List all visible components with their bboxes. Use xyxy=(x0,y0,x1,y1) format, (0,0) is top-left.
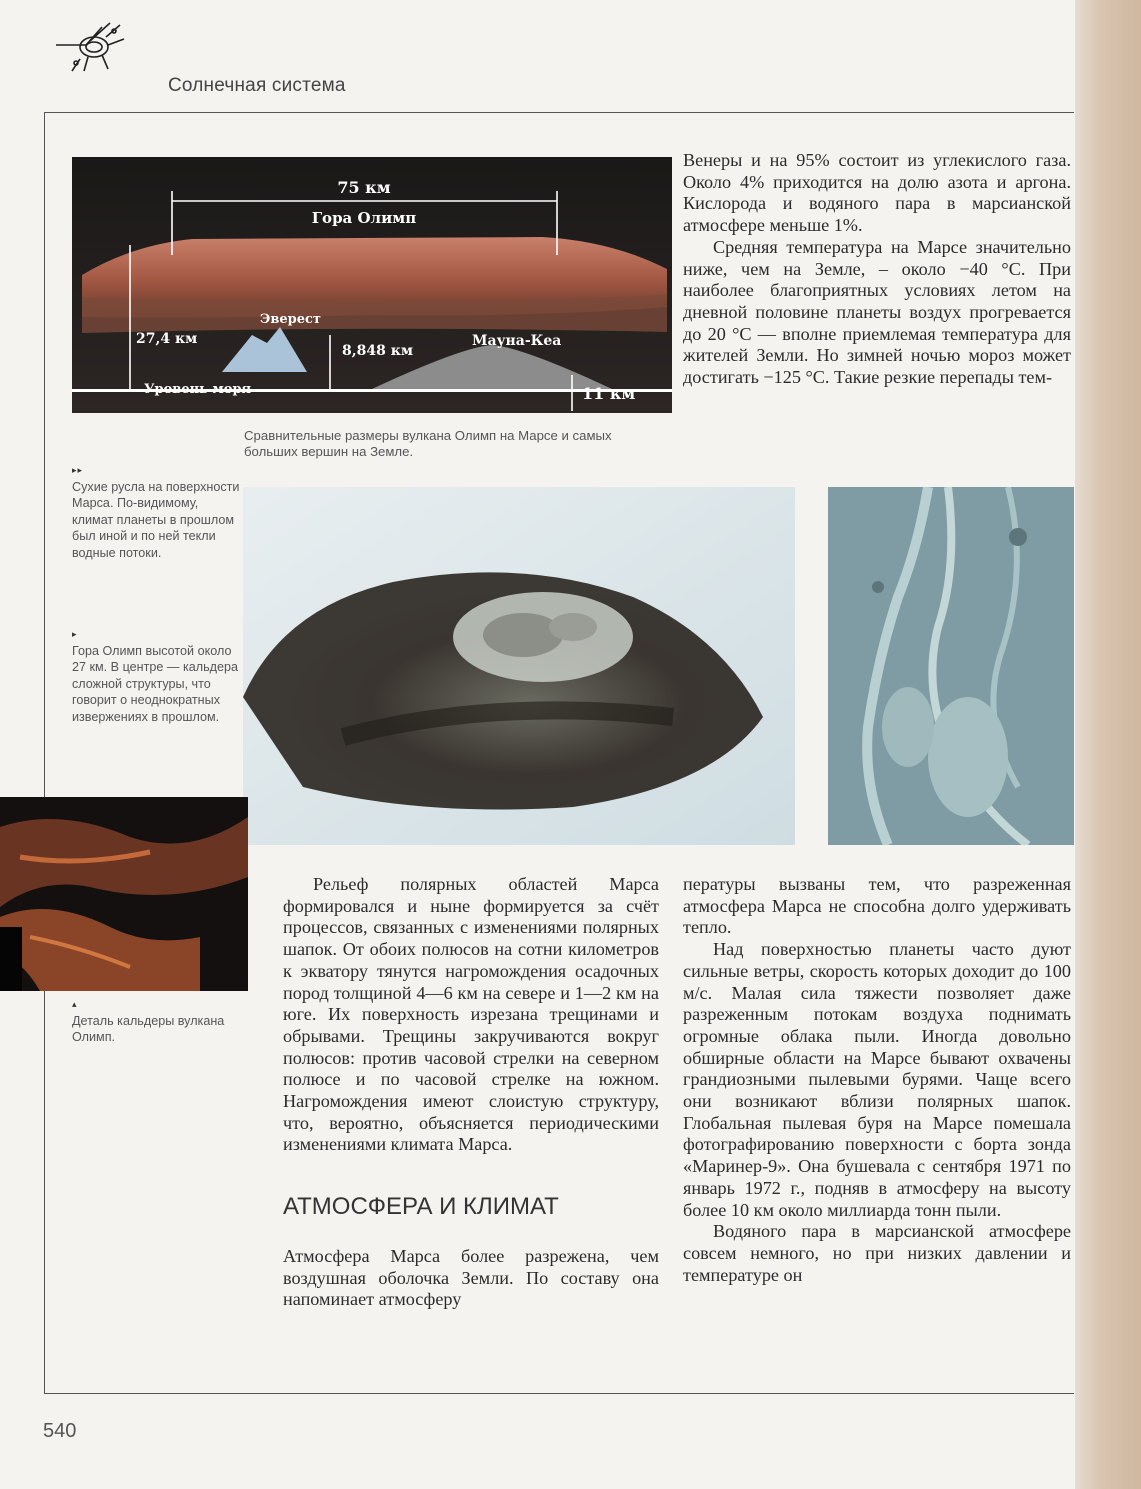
diagram-caption: Сравнительные размеры вулкана Олимп на Марсе и самых больших вершин на Земле. xyxy=(244,428,612,459)
text-column-right-top xyxy=(683,150,1071,389)
channels-caption xyxy=(72,462,242,561)
running-head: Солнечная система xyxy=(168,75,346,96)
everest-height-label: 8,848 км xyxy=(342,343,413,359)
olympus-caption-marker: ▸ xyxy=(72,629,78,639)
section-heading: АТМОСФЕРА И КЛИМАТ xyxy=(283,1193,559,1221)
paragraph: Венеры и на 95% состоит из углекислого газа. Около 4% приходится на долю азота и аргона. Кислорода и водяного пара в марсианской атмосфере меньше 1%. xyxy=(683,150,1071,236)
olympus-caption xyxy=(72,626,242,725)
paragraph: Над поверхностью планеты часто дуют сильные ветры, скорость которых доходит до 100 м/с. Малая сила тяжести позволяет даже разреженным потокам воздуха поднимать огромные облака пыли. Иногда довольно обширные области на Марсе бывают охвачены грандиозными пылевыми бурями. Чаще всего они возникают вблизи полярных шапок. Глобальная пылевая буря на Марсе помешала фотографированию поверхности с борта зонда «Маринер-9». Она бушевала с сентября 1971 по январь 1972 г., подняв в атмосферу на высоту более 10 км около миллиарда тонн пыли. xyxy=(683,939,1071,1220)
paragraph: Средняя температура на Марсе значительно ниже, чем на Земле, – около −40 °С. При наиболее благоприятных условиях летом на дневной половине планеты воздух прогревается до 20 °С — вполне приемлемая температура для жителей Земли. Но зимней ночью мороз может достигать −125 °С. Такие резкие перепады тем- xyxy=(683,236,1071,388)
frame-rule-bottom xyxy=(44,1393,1074,1394)
caldera-detail-photo xyxy=(0,797,248,991)
astronomy-logo-icon xyxy=(50,15,130,75)
caldera-caption-text: Деталь кальдеры вулкана Олимп. xyxy=(72,1013,225,1044)
caldera-caption xyxy=(72,996,242,1046)
everest-label: Эверест xyxy=(260,312,321,327)
maunakea-depth-label: 11 км xyxy=(582,384,636,403)
page-number: 540 xyxy=(43,1420,77,1442)
olympus-label: Гора Олимп xyxy=(311,209,417,227)
frame-rule-left xyxy=(44,112,45,1394)
paragraph: Водяного пара в марсианской атмосфере совсем немного, но при низких давлении и температуре он xyxy=(683,1221,1071,1285)
paragraph: Рельеф полярных областей Марса формировался и ныне формируется за счёт процессов, связанных с изменениями полярных шапок. От обоих полюсов на сотни километров к экватору тянутся нагромождения осадочных пород толщиной 4—6 км на севере и 1—2 км на юге. Их поверхность изрезана трещинами и обрывами. Трещины закручиваются вокруг полюсов: против часовой стрелки на северном полюсе и по часовой стрелке на южном. Нагромождения имеют слоистую структуру, что, вероятно, объясняется периодическими изменениями климата Марса. xyxy=(283,874,659,1155)
olympus-mons-photo xyxy=(243,487,795,845)
frame-rule-top xyxy=(44,112,1074,113)
olympus-comparison-diagram xyxy=(72,157,672,413)
text-column-right-bottom xyxy=(683,874,1071,1286)
sealevel-label: Уровень моря xyxy=(144,382,252,397)
paragraph: Атмосфера Марса более разрежена, чем воздушная оболочка Земли. По составу она напоминает атмосферу xyxy=(283,1245,659,1310)
width-label: 75 км xyxy=(337,178,391,197)
paragraph: пературы вызваны тем, что разреженная атмосфера Марса не способна долго удерживать тепло. xyxy=(683,874,1071,938)
channels-caption-marker: ▸▸ xyxy=(72,465,84,475)
caldera-caption-marker: ▴ xyxy=(72,999,78,1009)
text-column-left xyxy=(283,874,659,1311)
maunakea-label: Мауна-Кеа xyxy=(472,333,562,349)
channels-caption-text: Сухие русла на поверхности Марса. По-видимому, климат планеты в прошлом был иной и по ней текли водные потоки. xyxy=(72,479,240,560)
olympus-height-label: 27,4 км xyxy=(136,331,198,347)
page-edge-shadow xyxy=(1075,0,1141,1489)
dry-channels-photo xyxy=(828,487,1074,845)
olympus-caption-text: Гора Олимп высотой около 27 км. В центре — кальдера сложной структуры, что говорит о неоднократных извержениях в прошлом. xyxy=(72,643,239,724)
